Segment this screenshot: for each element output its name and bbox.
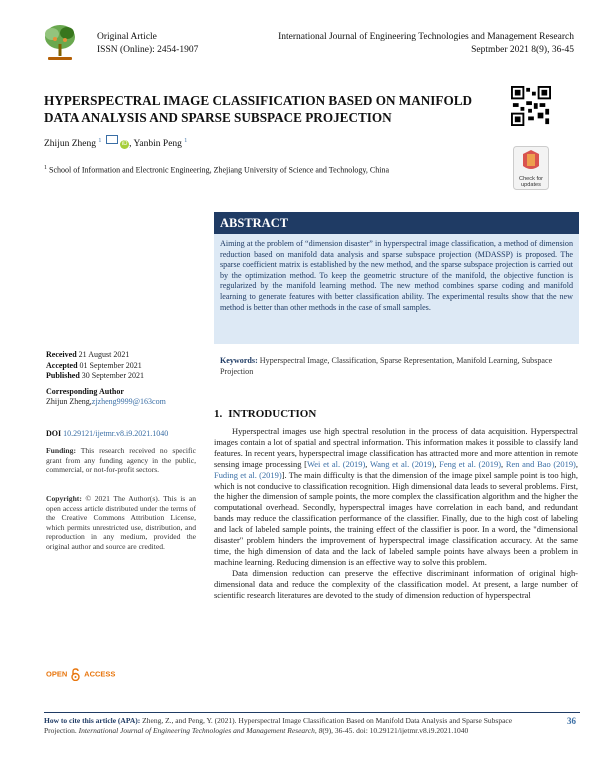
open-access-left: OPEN: [46, 669, 68, 679]
check-badge-line1: Check for: [519, 176, 543, 182]
citation-link[interactable]: Wang et al. (2019): [369, 458, 435, 469]
footer-divider: [44, 712, 580, 713]
author-name: Yanbin Peng: [133, 139, 182, 149]
page-number: 36: [567, 716, 576, 726]
section-title: INTRODUCTION: [228, 408, 317, 420]
keywords-label: Keywords:: [220, 356, 258, 365]
corresponding-label: Corresponding Author: [46, 386, 124, 396]
affiliation-marker: 1: [184, 137, 188, 144]
issn: ISSN (Online): 2454-1907: [97, 45, 199, 55]
header-left: [97, 31, 198, 57]
received-date: 21 August 2021: [78, 350, 130, 359]
citation-doi: (9), 36-45. doi: 10.29121/ijetmr.v8.i9.2021.1040: [322, 725, 469, 735]
journal-logo-tree-icon: [40, 22, 80, 64]
section-heading: [214, 408, 316, 420]
citation-link[interactable]: Fuding et al. (2019): [214, 469, 282, 480]
citation-link[interactable]: Wei et al. (2019): [306, 458, 366, 469]
keywords: [220, 356, 570, 377]
article-dates: [46, 350, 196, 408]
funding-label: Funding:: [46, 446, 76, 455]
published-label: Published: [46, 371, 80, 380]
intro-paragraph-1: Hyperspectral images use high spectral resolution in the process of data acquisition. Hyperspectral images contain a lot of spatial and spectral information. This information makes it possible to classify land features. In recent years, hyperspectral image classification has attracted more and more attention in remote sensing image processing [Wei et al. (2019), Wang et al. (2019), Feng et al. (2019), Ren and Bao (2019), Fuding et al. (2019)]. The main difficulty is that the dimension of the image pixel sample point is too high, which is not conducive to classification recognition. High dimensional data leads to several problems. First, the higher the dimension of sample points, the more complex the classification algorithm and the higher the computational overhead. Secondly, hyperspectral images have correlation in each band, and redundant bands may reduce the classification performance of the classifier. Finally, due to the high cost of labeling and lack of labeled sample points, the training effect of the classifier is poor. In a word, the "dimensional disaster" problem hinders the improvement of hyperspectral image classification accuracy. At the same time, the high dimension of data and the lack of labeled sample points have always been a problem in machine learning. Reducing dimension is an effective way to solve this problem.: [214, 426, 578, 567]
citation-link[interactable]: Ren and Bao (2019): [505, 458, 576, 469]
citation-text: Zheng, Z., and Peng, Y. (2021). Hyperspectral Image Classification Based on Manifold Data Analysis and Sparse Subspace Projection.: [44, 716, 513, 735]
email-icon[interactable]: [106, 135, 118, 144]
paper-title: HYPERSPECTRAL IMAGE CLASSIFICATION BASED ON MANIFOLD DATA ANALYSIS AND SPARSE SUBSPACE PROJECTION: [44, 93, 473, 125]
citation-journal: International Journal of Engineering Technologies and Management Research, 8: [78, 725, 323, 735]
orcid-icon[interactable]: iD: [121, 141, 128, 147]
open-access-logo: [46, 668, 115, 681]
copyright-label: Copyright:: [46, 494, 82, 503]
intro-paragraph-2: Data dimension reduction can preserve the effective discriminant information of original high-dimensional data and reduce the complexity of the classification model. At present, a large number of scientific research literatures are devoted to the study of dimension reduction of hyperspectral: [214, 567, 578, 600]
citation-label: How to cite this article (APA):: [44, 716, 141, 725]
qr-code-icon[interactable]: [511, 86, 551, 126]
keywords-text: Hyperspectral Image, Classification, Sparse Representation, Manifold Learning, Subspace Projection: [220, 356, 553, 376]
corresponding-name: Zhijun Zheng,: [46, 397, 92, 406]
journal-name: International Journal of Engineering Technologies and Management Research: [278, 32, 574, 42]
published-date: 30 September 2021: [81, 371, 145, 380]
affiliation: [44, 165, 389, 175]
issue-info: Septmber 2021 8(9), 36-45: [471, 45, 574, 55]
doi-link[interactable]: 10.29121/ijetmr.v8.i9.2021.1040: [63, 429, 169, 438]
check-badge-line2: updates: [521, 182, 541, 188]
affiliation-marker: 1: [98, 137, 102, 144]
open-access-right: ACCESS: [84, 669, 116, 679]
abstract-heading: ABSTRACT: [214, 212, 579, 234]
introduction-body: [214, 426, 578, 601]
copyright-statement: [46, 494, 196, 552]
funding-statement: [46, 446, 196, 475]
doi-line: [46, 429, 206, 438]
check-for-updates-badge[interactable]: [513, 146, 549, 190]
affiliation-text: School of Information and Electronic Engineering, Zhejiang University of Science and Technology, China: [49, 165, 390, 175]
corresponding-email[interactable]: zjzheng9999@163com: [91, 397, 166, 406]
citation-link[interactable]: Feng et al. (2019): [439, 458, 502, 469]
received-label: Received: [46, 350, 77, 359]
accepted-date: 01 September 2021: [79, 360, 142, 370]
doi-label: DOI: [46, 429, 62, 438]
section-number: 1.: [214, 408, 223, 420]
affiliation-marker: 1: [44, 165, 47, 171]
author-line: [44, 137, 187, 150]
article-type: Original Article: [97, 32, 157, 42]
funding-text: This research received no specific grant from any funding agency in the public, commercial, or not-for-profit sectors.: [46, 446, 197, 475]
abstract-text: Aiming at the problem of “dimension disaster” in hyperspectral image classification, a method of dimension reduction based on manifold data analysis and sparse subspace projection (MDASSP) is proposed. The sparse coefficient matrix is established by the new method, and the sparse subspace projection is carried out by the optimization method. To keep the geometric structure of the manifold, the objective function is regularized by the manifold learning method. The new method combines sparse coding and manifold learning to generate features with better classification ability. The experimental results show that the new method is better than other methods in the case of small samples.: [214, 234, 579, 344]
citation-footer: [44, 716, 544, 736]
header-right: [278, 31, 574, 57]
author-name: Zhijun Zheng: [44, 139, 96, 149]
accepted-label: Accepted: [46, 360, 78, 370]
author-separator: ,: [129, 139, 132, 149]
open-lock-icon: [71, 668, 80, 681]
copyright-text: © 2021 The Author(s). This is an open access article distributed under the terms of the Creative Commons Attribution License, which permits unrestricted use, distribution, and reproduction in any medium, provided the original author and source are credited.: [46, 494, 196, 551]
